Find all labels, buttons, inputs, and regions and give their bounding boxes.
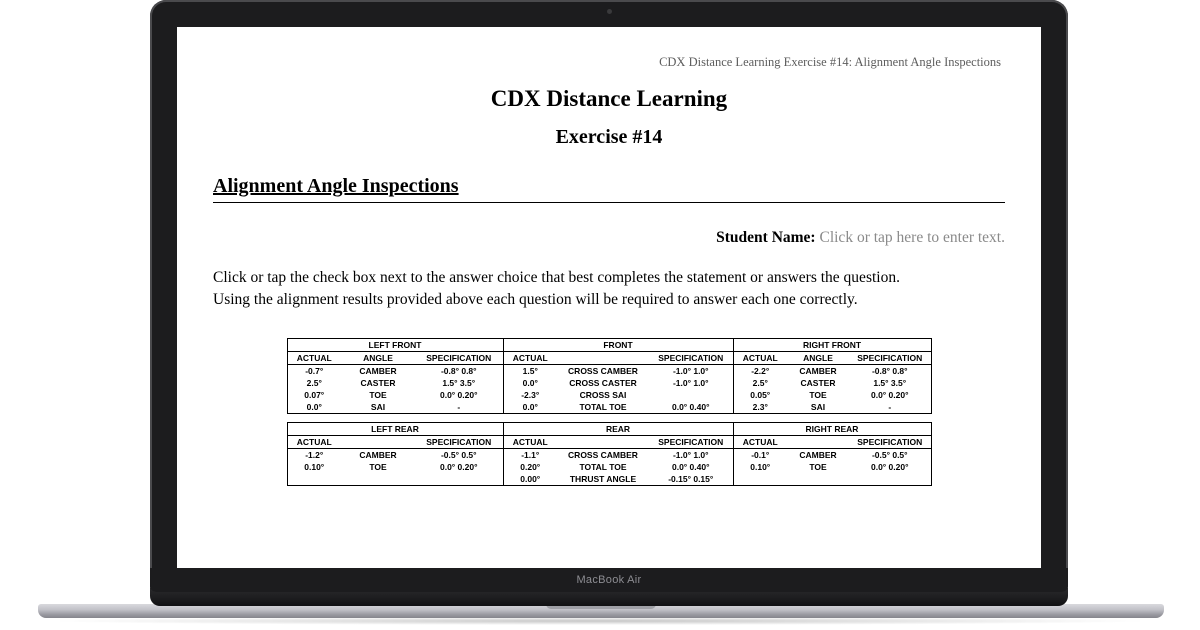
cell: TOE	[369, 461, 387, 472]
webcam-icon	[607, 9, 612, 14]
col-header	[557, 435, 649, 448]
col-header: SPECIFICATION	[649, 435, 733, 448]
laptop-base	[38, 604, 1164, 618]
cell	[287, 473, 341, 486]
cell: -1.0° 1.0°	[672, 365, 709, 376]
cell: -0.1°	[733, 448, 787, 461]
cell	[341, 473, 415, 486]
cell	[733, 473, 787, 486]
laptop-lid	[150, 0, 1068, 592]
cell: 1.5° 3.5°	[873, 377, 907, 388]
cell: 0.0° 0.40°	[671, 401, 710, 412]
cell: 0.10°	[304, 461, 325, 472]
cell: -	[457, 401, 461, 412]
col-header: ANGLE	[787, 351, 849, 364]
col-header	[787, 435, 849, 448]
cell: SAI	[810, 401, 826, 412]
col-header: ACTUAL	[287, 351, 341, 364]
laptop-brand-label: MacBook Air	[150, 568, 1068, 592]
document-title: CDX Distance Learning	[490, 86, 728, 111]
cell: -2.3°	[503, 389, 557, 401]
cell: SAI	[370, 401, 386, 412]
group-label-rear: REAR	[503, 422, 733, 435]
col-header: SPECIFICATION	[849, 435, 931, 448]
cell: -	[888, 401, 892, 412]
cell: CAMBER	[359, 449, 397, 460]
table-row	[287, 377, 931, 389]
cell: -1.0° 1.0°	[672, 449, 709, 460]
table-row	[287, 364, 931, 377]
col-header: SPECIFICATION	[415, 435, 503, 448]
col-header: SPECIFICATION	[415, 351, 503, 364]
table-group-header-row	[287, 338, 931, 351]
cell: 0.05°	[733, 389, 787, 401]
cell: CROSS CASTER	[569, 377, 637, 388]
cell: 0.0°	[306, 401, 322, 412]
laptop-mockup	[150, 0, 1068, 592]
cell: 0.20°	[503, 461, 557, 473]
col-header	[557, 351, 649, 364]
group-label-right-rear: RIGHT REAR	[733, 422, 931, 435]
section-heading: Alignment Angle Inspections	[213, 175, 459, 197]
table-row	[287, 448, 931, 461]
cell: 1.5° 3.5°	[442, 377, 476, 388]
cell: TOTAL TOE	[579, 461, 627, 472]
cell: 2.5°	[306, 377, 322, 388]
laptop-screen	[177, 27, 1041, 568]
table-row	[287, 389, 931, 401]
cell: 2.3°	[733, 401, 787, 414]
cell: 0.0° 0.40°	[671, 461, 710, 472]
cell	[787, 473, 849, 486]
cell: CROSS CAMBER	[568, 365, 638, 376]
cell: -0.8° 0.8°	[871, 365, 908, 376]
col-header: SPECIFICATION	[649, 351, 733, 364]
cell: -0.8° 0.8°	[440, 365, 477, 376]
table-row	[287, 473, 931, 486]
group-label-left-rear: LEFT REAR	[287, 422, 503, 435]
cell: -1.0° 1.0°	[672, 377, 709, 388]
student-name-label: Student Name:	[716, 229, 816, 246]
cell: CASTER	[360, 377, 396, 388]
laptop-base-shadow	[60, 617, 1140, 625]
cell: 0.00°	[503, 473, 557, 486]
cell: 0.10°	[733, 461, 787, 473]
table-column-header-row	[287, 351, 931, 364]
cell: 0.07°	[304, 389, 325, 400]
table-row	[287, 461, 931, 473]
cell: 0.0°	[503, 377, 557, 389]
col-header: ACTUAL	[733, 435, 787, 448]
cell: 1.5°	[503, 364, 557, 377]
document-running-head: CDX Distance Learning Exercise #14: Alignment Angle Inspections	[659, 55, 1001, 69]
table-column-header-row	[287, 435, 931, 448]
cell: 0.0° 0.20°	[870, 389, 909, 400]
cell: -0.15° 0.15°	[668, 473, 714, 484]
cell: 2.5°	[733, 377, 787, 389]
col-header: SPECIFICATION	[849, 351, 931, 364]
col-header: ANGLE	[341, 351, 415, 364]
cell: CROSS SAI	[579, 389, 627, 400]
cell: TOE	[809, 389, 827, 400]
col-header: ACTUAL	[503, 351, 557, 364]
cell: 0.0° 0.20°	[439, 389, 478, 400]
cell: TOE	[809, 461, 827, 472]
cell: TOE	[369, 389, 387, 400]
group-label-front: FRONT	[503, 338, 733, 351]
document-page	[177, 27, 1041, 568]
student-name-input[interactable]: Click or tap here to enter text.	[819, 229, 1005, 246]
front-alignment-table	[287, 338, 932, 414]
cell: CAMBER	[359, 365, 397, 376]
cell: 0.0°	[503, 401, 557, 414]
col-header: ACTUAL	[733, 351, 787, 364]
cell: CASTER	[800, 377, 836, 388]
cell: -0.5° 0.5°	[871, 449, 908, 460]
cell	[649, 389, 733, 401]
cell: TOTAL TOE	[579, 401, 627, 412]
col-header	[341, 435, 415, 448]
cell: -0.7°	[305, 365, 324, 376]
col-header: ACTUAL	[287, 435, 341, 448]
cell: -0.5° 0.5°	[440, 449, 477, 460]
document-subtitle: Exercise #14	[555, 126, 663, 148]
cell: -1.2°	[305, 449, 324, 460]
cell: 0.0° 0.20°	[870, 461, 909, 472]
cell: 0.0° 0.20°	[439, 461, 478, 472]
cell: CAMBER	[799, 365, 837, 376]
cell	[849, 473, 931, 486]
cell: CROSS CAMBER	[568, 449, 638, 460]
cell: -1.1°	[503, 448, 557, 461]
cell	[415, 473, 503, 486]
table-row	[287, 401, 931, 414]
cell: -2.2°	[733, 364, 787, 377]
alignment-tables	[213, 338, 1005, 486]
section-heading-block	[213, 175, 1005, 203]
student-name-row	[213, 229, 1005, 247]
instructions-paragraph: Click or tap the check box next to the answer choice that best completes the statement or answers the question. Using the alignment results provided above each question will be required to answer each one correctly.	[213, 269, 900, 309]
group-label-right-front: RIGHT FRONT	[733, 338, 931, 351]
cell: THRUST ANGLE	[569, 473, 637, 484]
group-label-left-front: LEFT FRONT	[287, 338, 503, 351]
cell: CAMBER	[799, 449, 837, 460]
rear-alignment-table	[287, 422, 932, 486]
col-header: ACTUAL	[503, 435, 557, 448]
table-group-header-row	[287, 422, 931, 435]
